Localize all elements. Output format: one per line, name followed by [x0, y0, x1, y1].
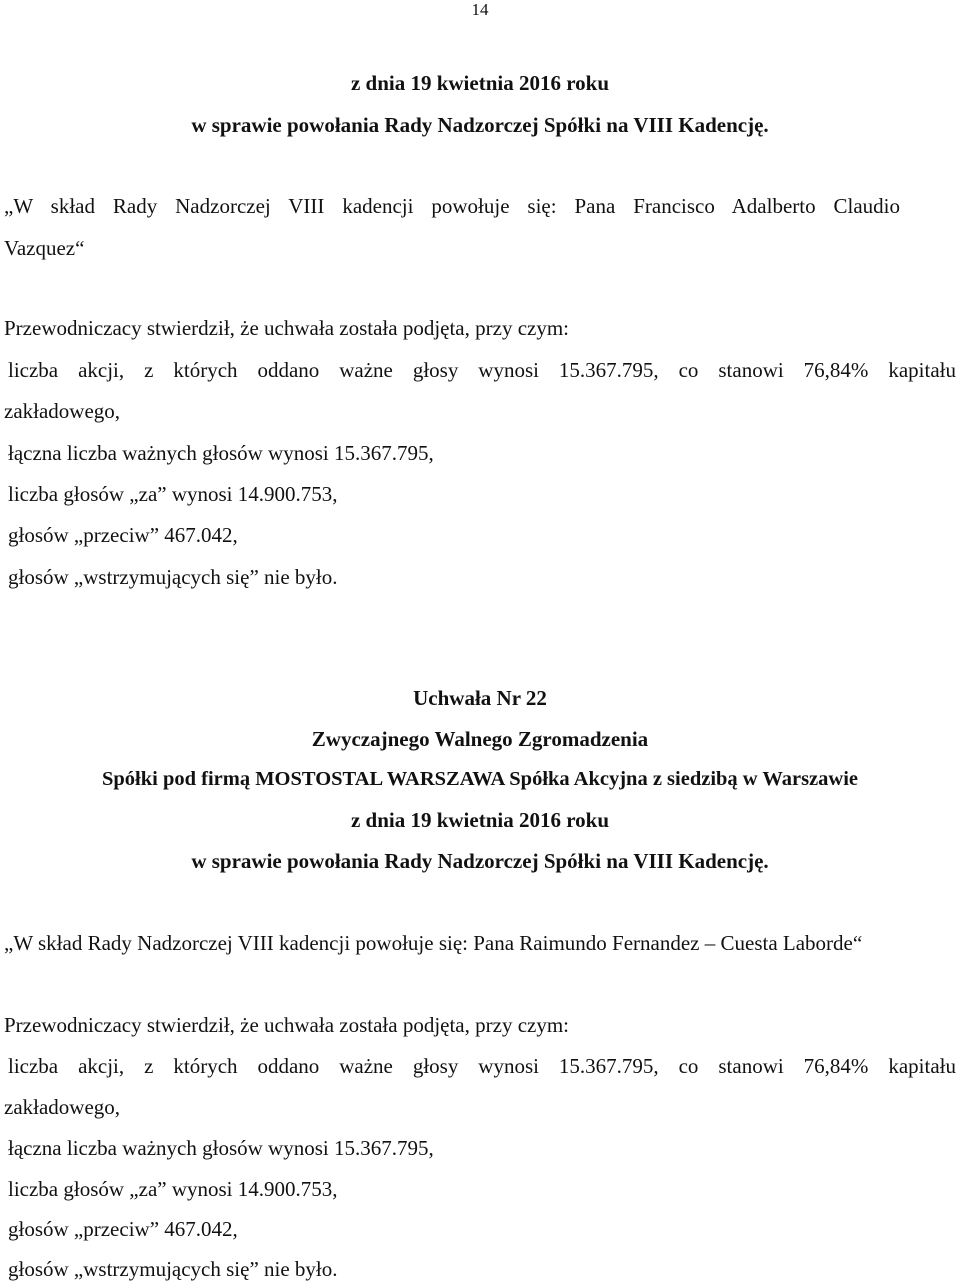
section-2-resolution-text: „W skład Rady Nadzorczej VIII kadencji powołuje się: Pana Raimundo Fernandez – Cuesta Laborde“ — [4, 931, 863, 955]
section-1-votes-against: głosów „przeciw” 467.042, — [8, 523, 238, 547]
resolution-title: Uchwała Nr 22 — [413, 686, 547, 710]
section-1-votes-for: liczba głosów „za” wynosi 14.900.753, — [8, 482, 338, 506]
section-1-resolution-text-cont: Vazquez“ — [4, 236, 85, 260]
assembly-name: Zwyczajnego Walnego Zgromadzenia — [311, 727, 649, 751]
section-2-votes-abstain: głosów „wstrzymujących się” nie było. — [8, 1257, 338, 1281]
section-2-subject: w sprawie powołania Rady Nadzorczej Spółki na VIII Kadencję. — [191, 849, 769, 873]
company-line: Spółki pod firmą MOSTOSTAL WARSZAWA Spółka Akcyjna z siedzibą w Warszawie — [101, 768, 858, 790]
section-2-shares-line: liczba akcji, z których oddano ważne głosy wynosi 15.367.795, co stanowi 76,84% kapitału — [8, 1054, 956, 1078]
section-2-chair-statement: Przewodniczacy stwierdził, że uchwała została podjęta, przy czym: — [4, 1013, 570, 1037]
section-2-valid-votes: łączna liczba ważnych głosów wynosi 15.367.795, — [8, 1136, 434, 1160]
section-1-votes-abstain: głosów „wstrzymujących się” nie było. — [8, 565, 338, 589]
section-2-date: z dnia 19 kwietnia 2016 roku — [350, 808, 610, 832]
section-1-resolution-text: „W skład Rady Nadzorczej VIII kadencji powołuje się: Pana Francisco Adalberto Claudio — [4, 194, 900, 218]
section-1-subject: w sprawie powołania Rady Nadzorczej Spółki na VIII Kadencję. — [191, 113, 769, 137]
section-1-shares-line: liczba akcji, z których oddano ważne głosy wynosi 15.367.795, co stanowi 76,84% kapitału — [8, 358, 956, 382]
section-2-votes-against: głosów „przeciw” 467.042, — [8, 1217, 238, 1241]
section-2-shares-line-cont: zakładowego, — [4, 1095, 121, 1119]
section-1-chair-statement: Przewodniczacy stwierdził, że uchwała została podjęta, przy czym: — [4, 316, 570, 340]
section-1-valid-votes: łączna liczba ważnych głosów wynosi 15.367.795, — [8, 441, 434, 465]
section-1-shares-line-cont: zakładowego, — [4, 399, 121, 423]
section-1-date: z dnia 19 kwietnia 2016 roku — [350, 71, 610, 95]
page-number: 14 — [471, 0, 489, 19]
section-2-votes-for: liczba głosów „za” wynosi 14.900.753, — [8, 1177, 338, 1201]
